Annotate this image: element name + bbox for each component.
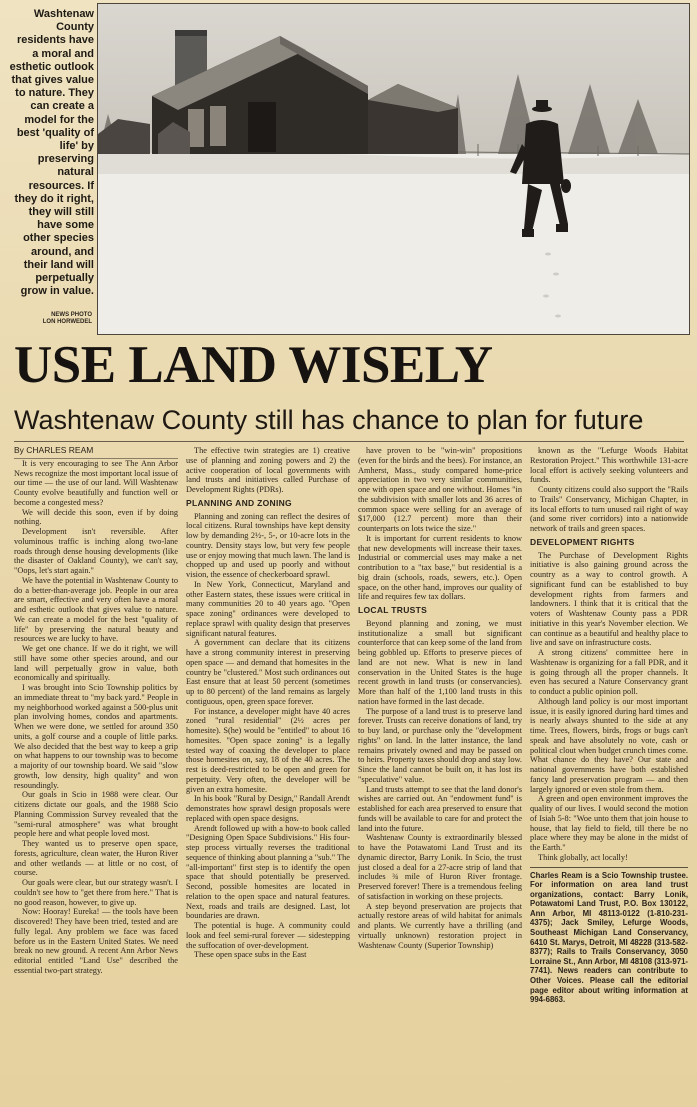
author-note: Charles Ream is a Scio Township trustee. For information on area land trust organizations, contact: Barry Lonik, Potawatomi Land Trust, P.O. Box 130122, Ann Arbor, MI 48113-0122 (1-810-231-4375); Jack Smiley, Lefurge Woods, Southeast Michigan Land Conservancy, 6410 St. Marys, Detroit, MI 48228 (313-582-8377); Rails to Trails Conservancy, 3050 Lorraine St., Ann Arbor, MI 48108 (313-971-7741). News readers can contribute to Other Voices. Please call the editorial page editor about writing information at 994-6863.	[530, 867, 688, 1005]
paragraph: The purpose of a land trust is to preserve land forever. Trusts can receive donations of land, try to buy land, or purchase only the "development rights" on land. In the latter instance, the land remains privately owned and may be passed on to heirs. Property taxes should drop and stay low. Since the land cannot be built on, it has lost its "speculative" value.	[358, 706, 522, 784]
article-column-3	[358, 446, 522, 1101]
paragraph: I was brought into Scio Township politics by an immediate threat to "my back yard." People in my neighborhood worked against a 500-plus unit plan involving homes, condos and apartments. When we were done, we settled for around 350 units, a golf course and a couple of little parks. We also decided that the best way to keep a grip on what happens to our township was to become a majority of our township board. We said "slow growth, low density, high quality" and won resoundingly.	[14, 683, 178, 790]
paragraph: A step beyond preservation are projects that actually restore areas of wild habitat for animals and plants. We currently have a thrilling (and virtually unknown) restoration project in Washtenaw County (Superior Township)	[358, 901, 522, 950]
article-column-4	[530, 446, 688, 1101]
paragraph: County citizens could also support the "Rails to Trails" Conservancy, Michigan Chapter, in its local efforts to turn unused rail right of way (and some river corridors) into a nationwide network of trails and green spaces.	[530, 485, 688, 533]
paragraph: They wanted us to preserve open space, forests, agriculture, clean water, the Huron River and other wetlands — at little or no cost, of course.	[14, 839, 178, 878]
barn-farmer-photo-illustration	[98, 4, 689, 334]
subheadline: Washtenaw County still has chance to plan for future	[14, 405, 644, 435]
paragraph: We have the potential in Washtenaw County to do a better-than-average job. People in our area are smart, effective and very often have a moral and esthetic outlook that gives value to nature. We can create a model for the best "quality of life" by preserving the natural beauty and resources we are lucky to have.	[14, 575, 178, 644]
photo-credit: NEWS PHOTO LON HORWEDEL	[42, 312, 92, 325]
paragraph: Our goals in Scio in 1988 were clear. Our citizens dictate our goals, and the 1988 Scio Planning Commission Survey revealed that the "semi-rural atmosphere" was what brought people here and what people loved most.	[14, 790, 178, 839]
paragraph: Washtenaw County is extraordinarily blessed to have the Potawatomi Land Trust and its dynamic director, Barry Lonik. In Scio, the trust just closed a deal for a 27-acre strip of land that includes ¾ mile of Huron River frontage. Preserved forever! There is a tremendous feeling of satisfaction in working on these projects.	[358, 833, 522, 901]
section-heading-development-rights: DEVELOPMENT RIGHTS	[530, 536, 635, 547]
paragraph: Our goals were clear, but our strategy wasn't. I couldn't see how to "get there from here." That is no good reason, however, to give up.	[14, 878, 178, 907]
paragraph: The potential is huge. A community could look and feel semi-rural forever — sidestepping the suffocation of over-development.	[186, 921, 350, 950]
headline: USE LAND WISELY	[14, 336, 493, 394]
section-heading-local-trusts: LOCAL TRUSTS	[358, 605, 428, 615]
paragraph: It is important for current residents to know that new developments will increase their taxes. Industrial or commercial uses may make a net contribution to a "tax base," but residential is a big drain (schools, roads, sewers, etc.). Open space, on the other hand, improves our quality of life and requires few tax dollars.	[358, 533, 522, 602]
paragraph: known as the "Lefurge Woods Habitat Restoration Project." This worthwhile 131-acre local effort is actively seeking volunteers and funds.	[530, 446, 688, 485]
paragraph: A green and open environment improves the quality of our lives. I would second the motion of Isiah 5-8: "Woe unto them that join house to house, that lay field to field, till there be no place where they may be alone in the midst of the Earth."	[530, 794, 688, 852]
paragraph: In New York, Connecticut, Maryland and other Eastern states, these issues were critical in many communities 20 to 40 years ago. "Open space zoning" ordinances were developed to replace sprawl with quality design that preserves significant natural features.	[186, 579, 350, 638]
paragraph: Think globally, act locally!	[538, 852, 628, 862]
paragraph: Development isn't reversible. After voluminous traffic is inching along two-lane roads through dense housing developments (like the disaster of Oakland County), we can't say, "Oops, let's start again."	[14, 527, 178, 575]
paragraph: We get one chance. If we do it right, we will still have some other species around, and our land will perpetually grow in value, both economically and spiritually.	[14, 644, 178, 683]
photo-barn-farmer	[97, 3, 690, 335]
paragraph: Planning and zoning can reflect the desires of local citizens. Rural townships have kept density low by demanding 2½-, 5-, or 10-acre lots in the country. Density stays low, but very few people use or enjoy mowing that much lawn. The land is chopped up and used up poorly and without vision, the essence of checkerboard sprawl.	[186, 511, 350, 579]
paragraph: have proven to be "win-win" propositions (even for the birds and the bees). For instance, an Amherst, Mass., study compared home-price appreciation in two very similar communities, one with open space and one without. Homes "in the subdivision with smaller lots and 36 acres of common space were selling for an average of $17,000 (12.7 percent) more than their counterparts on lots twice the size."	[358, 446, 522, 533]
byline: By CHARLES REAM	[14, 446, 178, 459]
photo-caption-column	[8, 8, 94, 330]
section-heading-planning-zoning: PLANNING AND ZONING	[186, 497, 292, 508]
paragraph: Although land policy is our most important issue, it is easily ignored during hard times and is nearly always shunted to the side at any time. Trees, flowers, birds, frogs or bugs can't speak and have absolutely no vote, cash or political clout when budget crunch times come. What chance do they have? Our state and national governments have both established fancy land preservation program — and then largely ignored or even stole from them.	[530, 696, 688, 794]
paragraph: The effective twin strategies are 1) creative use of planning and zoning powers and 2) the active cooperation of local governments with land trusts and initiatives called Purchase of Development Rights (PDRs).	[186, 446, 350, 494]
photo-caption: Washtenaw County residents have a moral and esthetic outlook that gives value to nature. They can create a model for the best 'quality of life' by preserving natural resources. If they do it right, they will still have some other species around, and their land will perpetually grow in value.	[9, 8, 94, 298]
article-column-1	[14, 446, 178, 1101]
paragraph: For instance, a developer might have 40 acres zoned "rural residential" (2½ acres per homesite). S(he) would be "entitled" to about 16 homesites. "Open space zoning" is a legally tested way of coaxing the developer to place those homesites on, say, 18 of the 40 acres. The rest is deed-restricted to be open and green for perpetuity. Very often, the developer will be given an extra homesite.	[186, 706, 350, 794]
headline-rule	[14, 441, 684, 442]
paragraph: Arendt followed up with a how-to book called "Designing Open Space Subdivisions." His four-step process virtually reverses the traditional sequence of thinking about planning a "sub." The "all-important" first step is to identify the open space that should potentially be preserved. Second, possible homesites are located in relation to the open space and natural features. Next, roads and trails are designed. Last, lot boundaries are drawn.	[186, 823, 350, 921]
paragraph: A strong citizens' committee here in Washtenaw is organizing for a fall PDR, and it is going through all the proper channels. It even has secured a Nature Conservancy grant to conduct a public opinion poll.	[530, 648, 688, 696]
paragraph: Land trusts attempt to see that the land donor's wishes are carried out. An "endowment fund" is established for each area preserved to ensure that funds will be available to care for and protect the land into the future.	[358, 784, 522, 833]
paragraph: We will decide this soon, even if by doing nothing.	[14, 507, 178, 527]
paragraph: It is very encouraging to see The Ann Arbor News recognize the most important local issue of our time — the use of our land. Will Washtenaw County evolve beautifully and function well or become a congested mess?	[14, 458, 178, 507]
paragraph: Now: Hooray! Eureka! — the tools have been discovered! They have been tried, tested and are fully legal. Any problem we face was faced before us in the Eastern United States. We need break no new ground. A recent Ann Arbor News editorial entitled "Land Use" described the essential two-part strategy.	[14, 907, 178, 975]
paragraph: Beyond planning and zoning, we must institutionalize a small but significant counterforce that can keep some of the land from being gobbled up. Efforts to preserve pieces of land are not new. What is new in land conservation in the United States is the huge recent growth in land trusts (or conservancies). More than half of the 1,100 land trusts in this nation have formed in the last decade.	[358, 618, 522, 706]
paragraph: The Purchase of Development Rights initiative is also gaining ground across the country as a way to control growth. A significant fund can be established to buy development rights from farmers and landowners. I think that it is critical that the voters of Washtenaw County pass a PDR initiative in this year's November election. We can continue as a beautiful and healthy place to live and save on infrastructure costs.	[530, 550, 688, 648]
paragraph: In his book "Rural by Design," Randall Arendt demonstrates how sprawl design proposals were replaced with open space designs.	[186, 794, 350, 823]
paragraph: These open space subs in the East	[194, 950, 307, 960]
paragraph: A government can declare that its citizens have a strong community interest in preserving open space — and demand that homesites in the country be "clustered." Most such ordinances out East ensure that at least 50 percent (sometimes up to 80 percent) of the land remains as largely contiguous, open, green space forever.	[186, 638, 350, 706]
article-column-2	[186, 446, 350, 1101]
